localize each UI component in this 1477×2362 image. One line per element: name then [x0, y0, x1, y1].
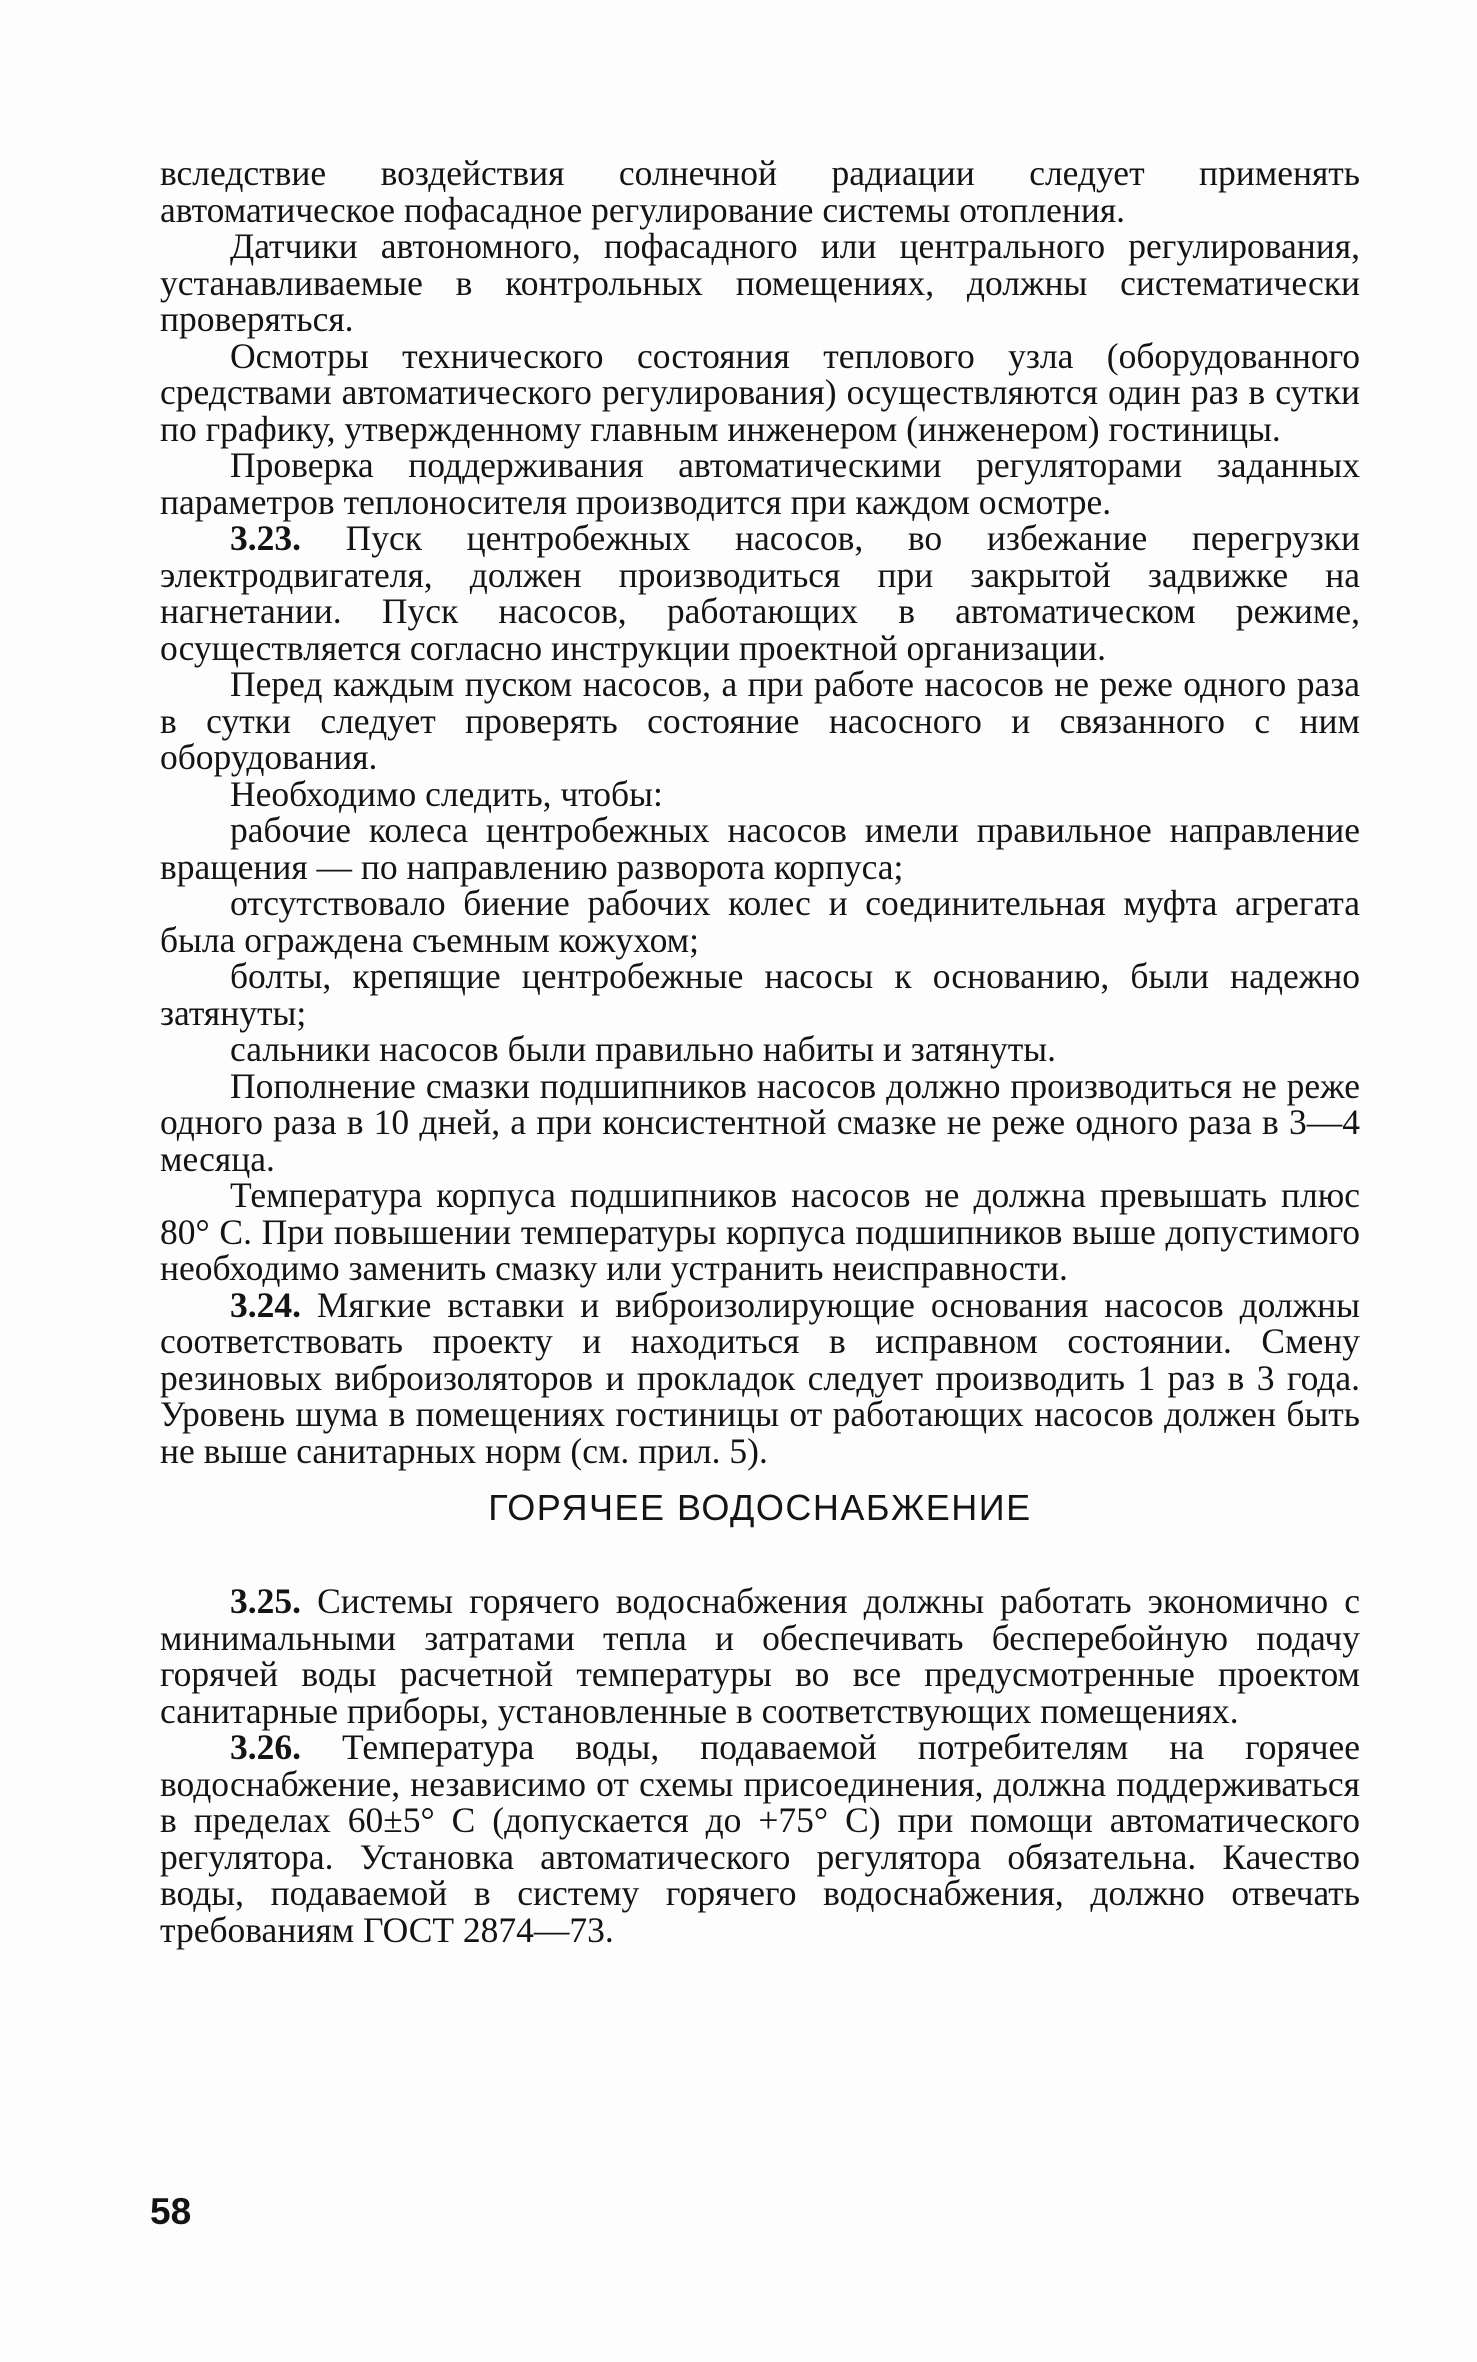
paragraph-parameter-check: Проверка поддерживания автоматическими регуляторами заданных параметров теплоносителя производится при каждом осмотре. — [160, 445, 1360, 522]
page-number: 58 — [150, 2191, 192, 2232]
section-text: Системы горячего водоснабжения должны работать экономично с минимальными затратами тепла и обеспечивать бесперебойную подачу горячей воды расчетной температуры во все предусмотренные проектом санитарные приборы, установленные в соответствующих помещениях. — [160, 1581, 1361, 1731]
section-3-26 — [160, 1729, 1360, 1948]
paragraph-inspections: Осмотры технического состояния теплового узла (оборудованного средствами автоматического регулирования) осуществляются один раз в сутки по графику, утвержденному главным инженером (инженером) гостиницы. — [160, 335, 1360, 449]
body-text — [160, 155, 1360, 1948]
section-text: Мягкие вставки и виброизолирующие основания насосов должны соответствовать проекту и находиться в исправном состоянии. Смену резиновых виброизоляторов и прокладок следует производить 1 раз в 3 года. Уровень шума в помещениях гостиницы от работающих насосов должен быть не выше санитарных норм (см. прил. 5). — [160, 1284, 1361, 1471]
section-heading: ГОРЯЧЕЕ ВОДОСНАБЖЕНИЕ — [488, 1487, 1032, 1528]
section-number: 3.24. — [230, 1284, 301, 1325]
paragraph-lubrication: Пополнение смазки подшипников насосов должно производиться не реже одного раза в 10 дней, а при консистентной смазке не реже одного раза в 3—4 месяца. — [160, 1065, 1360, 1179]
section-3-25 — [160, 1583, 1360, 1729]
list-item: болты, крепящие центробежные насосы к основанию, были надежно затянуты; — [160, 956, 1360, 1033]
section-number: 3.25. — [230, 1581, 301, 1621]
section-text: Температура воды, подаваемой потребителям на горячее водоснабжение, независимо от схемы присоединения, должна поддерживаться в пределах 60±5° С (допускается до +75° С) при помощи автоматического регулятора. Установка автоматического регулятора обязательна. Качество воды, подаваемой в систему горячего водоснабжения, должно отвечать требованиям ГОСТ 2874—73. — [160, 1727, 1360, 1950]
paragraph-monitor-intro: Необходимо следить, чтобы: — [230, 773, 663, 814]
section-3-24 — [160, 1284, 1361, 1471]
section-number: 3.26. — [230, 1727, 301, 1767]
list-item: рабочие колеса центробежных насосов имели правильное направление вращения — по направлению разворота корпуса; — [160, 810, 1360, 887]
list-item: сальники насосов были правильно набиты и затянуты. — [230, 1029, 1057, 1069]
section-number: 3.23. — [230, 518, 301, 558]
paragraph-sensors: Датчики автономного, пофасадного или центрального регулирования, устанавливаемые в контрольных помещениях, должны систематически проверяться. — [160, 226, 1360, 339]
paragraph-bearing-temperature: Температура корпуса подшипников насосов не должна превышать плюс 80° С. При повышении температуры корпуса подшипников выше допустимого необходимо заменить смазку или устранить неисправности. — [160, 1175, 1360, 1288]
section-3-23 — [160, 520, 1360, 666]
section-text: Пуск центробежных насосов, во избежание перегрузки электродвигателя, должен производиться при закрытой задвижке на нагнетании. Пуск насосов, работающих в автоматическом режиме, осуществляется согласно инструкции проектной организации. — [160, 518, 1360, 668]
paragraph-solar-regulation: вследствие воздействия солнечной радиации следует применять автоматическое пофасадное регулирование системы отопления. — [160, 153, 1360, 230]
list-item: отсутствовало биение рабочих колес и соединительная муфта агрегата была ограждена съемным кожухом; — [160, 883, 1360, 960]
paragraph-pump-check: Перед каждым пуском насосов, а при работе насосов не реже одного раза в сутки следует проверять состояние насосного и связанного с ним оборудования. — [160, 664, 1360, 777]
